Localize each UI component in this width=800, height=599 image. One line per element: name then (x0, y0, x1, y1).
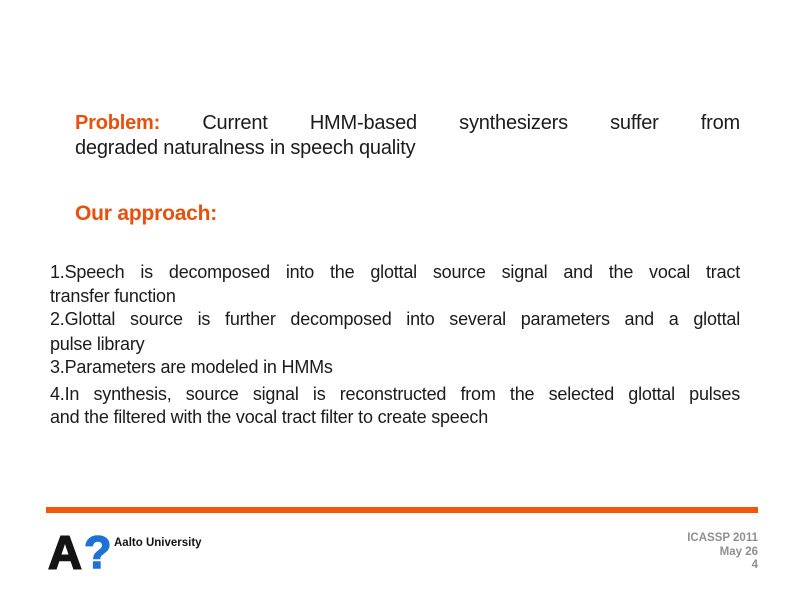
aalto-logo (48, 526, 112, 579)
logo-letter-a: A (48, 526, 82, 579)
problem-text-line1: Current HMM-based synthesizers suffer from (202, 112, 740, 134)
problem-text-line2: degraded naturalness in speech quality (75, 137, 416, 159)
step-2-line-2: pulse library (50, 334, 145, 354)
step-4-line-1: 4.In synthesis, source signal is reconstructed from the selected glottal pulses (50, 384, 740, 404)
conference-name: ICASSP 2011 (687, 532, 758, 544)
step-4-line-2: and the filtered with the vocal tract filter to create speech (50, 407, 489, 427)
date-label: May 26 (719, 545, 758, 558)
step-1-line-2: transfer function (50, 286, 176, 306)
logo-question-mark-icon: ? (83, 527, 112, 578)
problem-heading: Problem: (75, 112, 161, 134)
page-number: 4 (751, 559, 758, 571)
step-1-line-1: 1.Speech is decomposed into the glottal source signal and the vocal tract (50, 262, 740, 282)
footer-meta (687, 532, 758, 573)
step-3-line-1: 3.Parameters are modeled in HMMs (50, 357, 333, 377)
step-2-line-1: 2.Glottal source is further decomposed into several parameters and a glottal (50, 309, 740, 329)
accent-bar (46, 507, 758, 513)
university-name: Aalto University (114, 537, 202, 549)
approach-heading: Our approach: (75, 202, 218, 225)
problem-line-1 (75, 110, 740, 136)
